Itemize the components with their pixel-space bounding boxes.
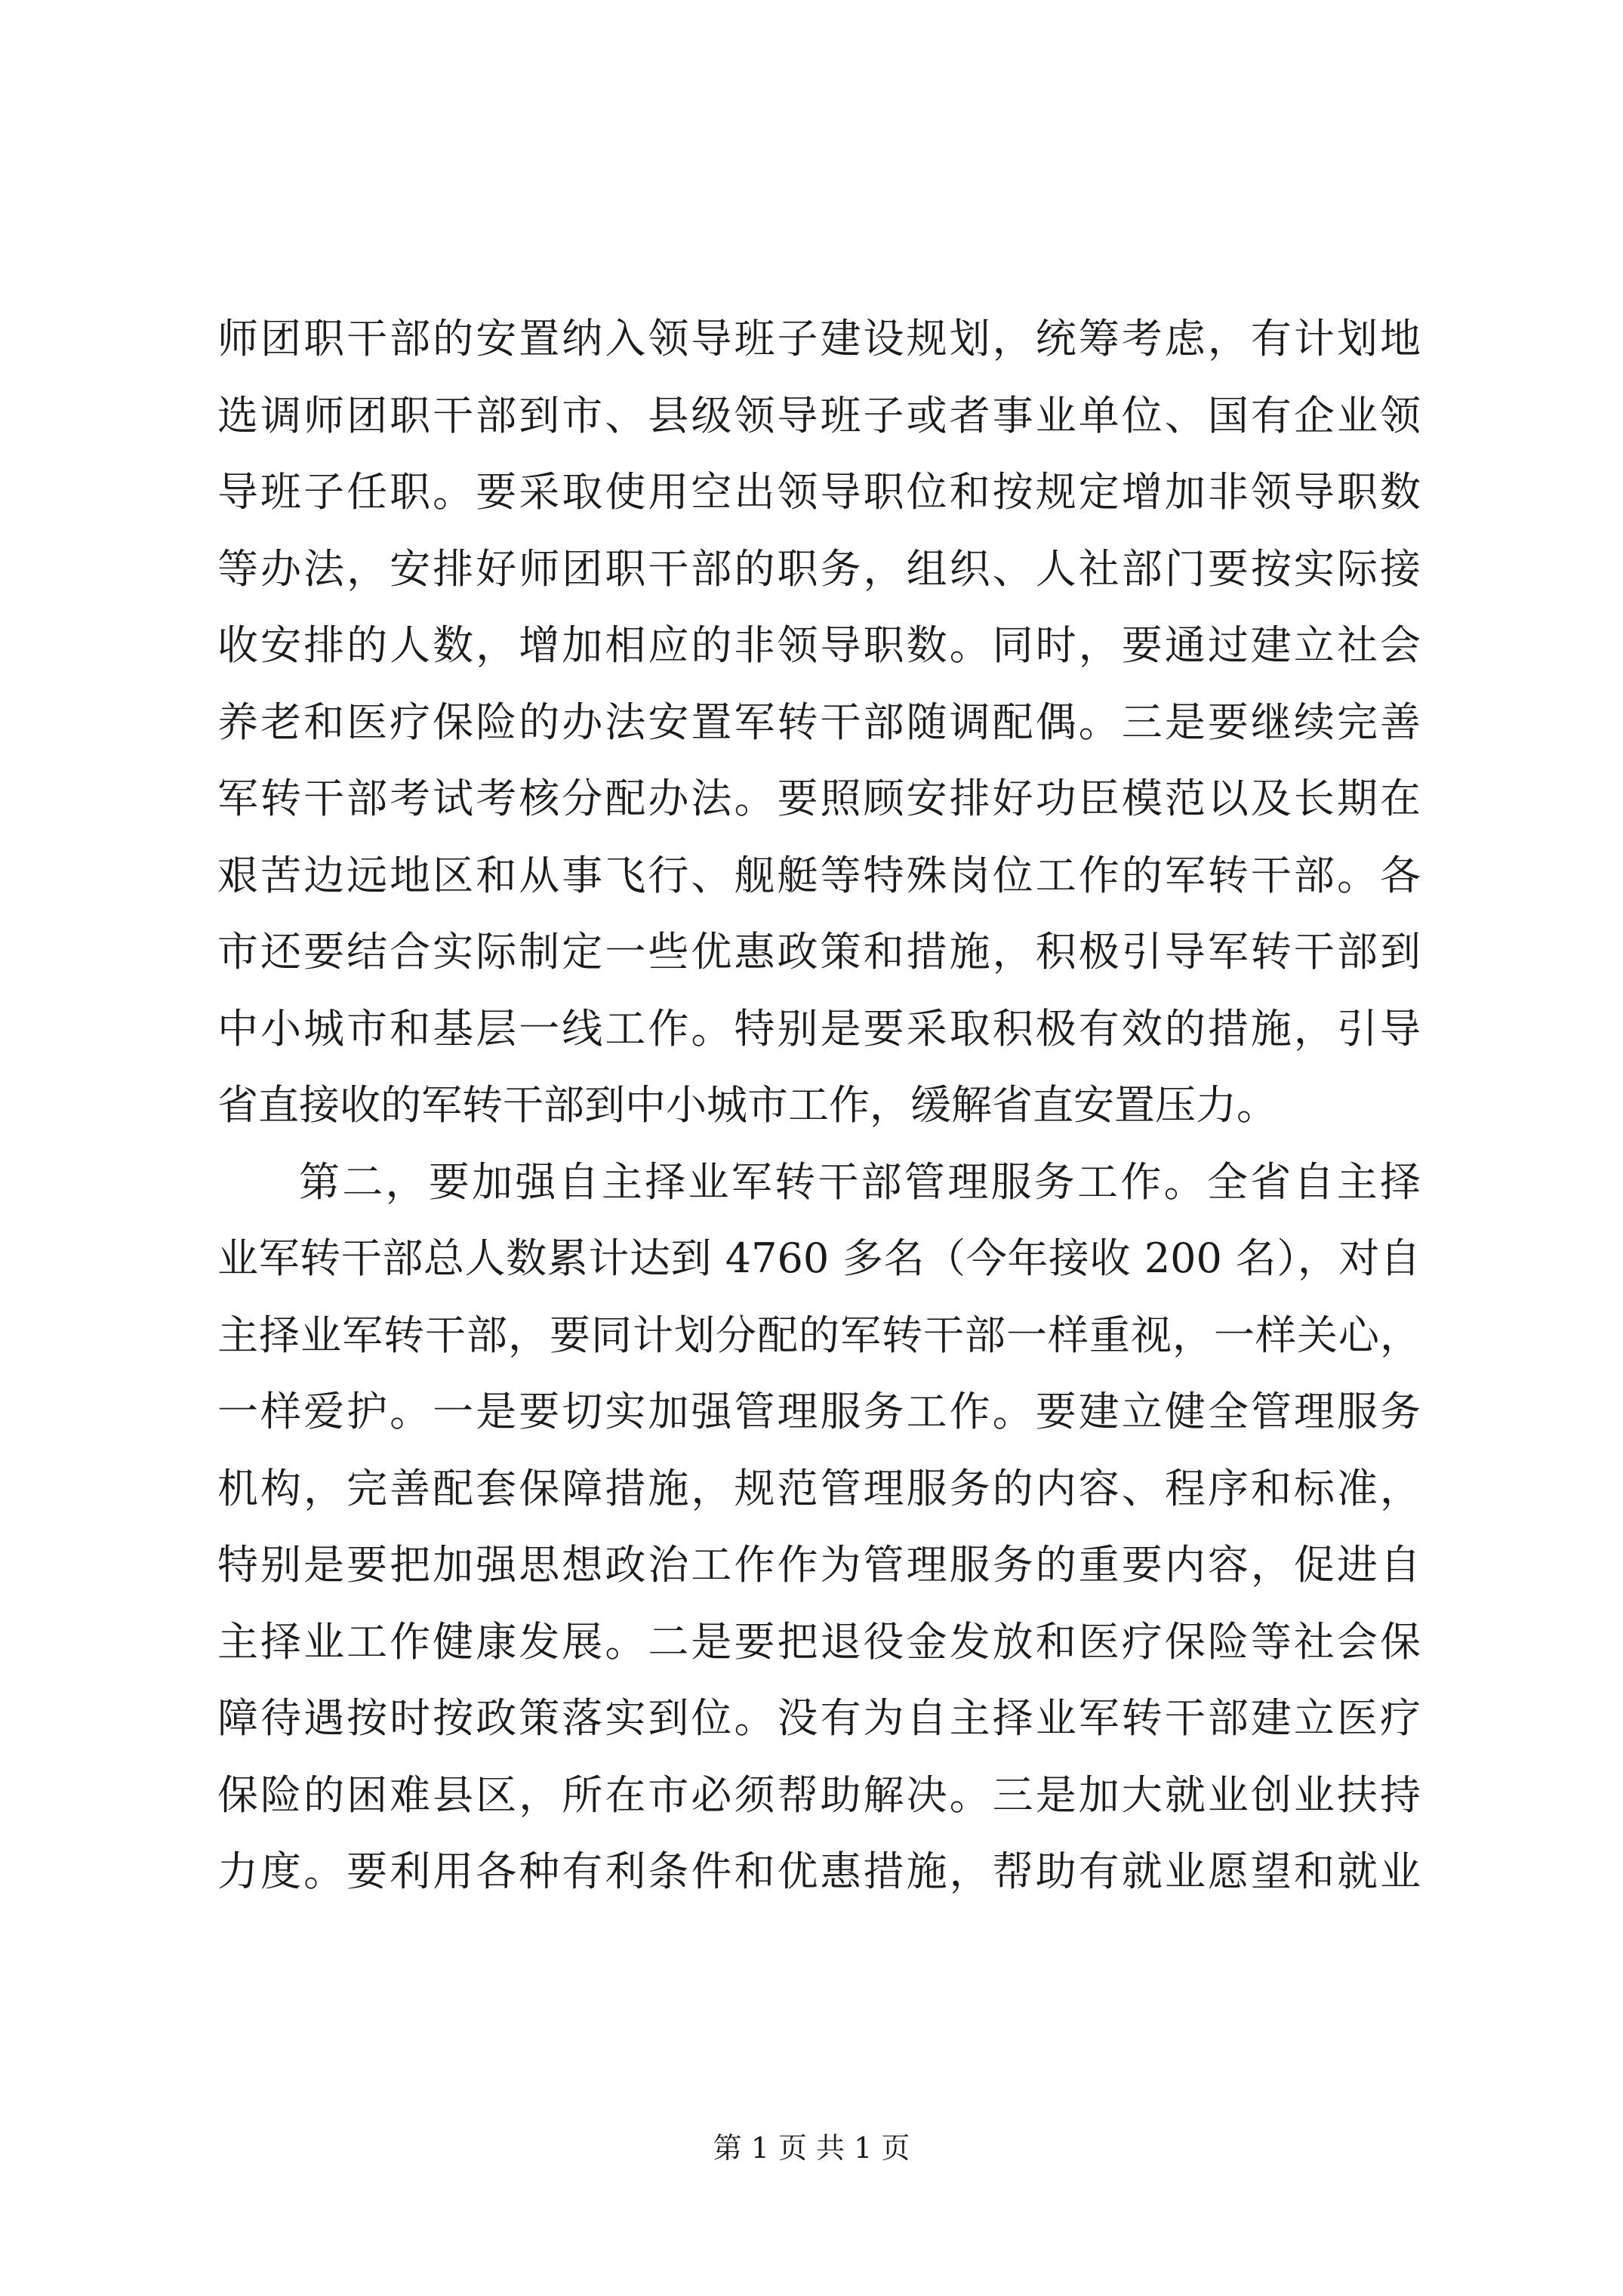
text-line: 等办法，安排好师团职干部的职务，组织、人社部门要按实际接 — [217, 544, 1421, 593]
text-line: 力度。要利用各种有利条件和优惠措施，帮助有就业愿望和就业 — [217, 1848, 1421, 1895]
text-line: 保险的困难县区，所在市必须帮助解决。三是加大就业创业扶持 — [217, 1771, 1421, 1819]
text-line: 特别是要把加强思想政治工作作为管理服务的重要内容，促进自 — [217, 1541, 1421, 1589]
page-footer — [0, 2129, 1623, 2167]
text-line: 障待遇按时按政策落实到位。没有为自主择业军转干部建立医疗 — [217, 1694, 1421, 1742]
text-line: 中小城市和基层一线工作。特别是要采取积极有效的措施，引导 — [217, 1004, 1421, 1052]
page-number-label: 第 1 页 共 1 页 — [713, 2131, 910, 2165]
body-text — [217, 300, 1421, 1910]
text-line: 收安排的人数，增加相应的非领导职数。同时，要通过建立社会 — [217, 621, 1421, 669]
text-line: 导班子任职。要采取使用空出领导职位和按规定增加非领导职数 — [217, 468, 1421, 516]
text-line: 主择业工作健康发展。二是要把退役金发放和医疗保险等社会保 — [217, 1617, 1421, 1666]
text-line: 业军转干部总人数累计达到 4760 多名（今年接收 200 名），对自 — [217, 1234, 1421, 1282]
text-line: 选调师团职干部到市、县级领导班子或者事业单位、国有企业领 — [217, 391, 1421, 439]
text-line: 一样爱护。一是要切实加强管理服务工作。要建立健全管理服务 — [217, 1388, 1421, 1435]
text-line: 艰苦边远地区和从事飞行、舰艇等特殊岗位工作的军转干部。各 — [217, 851, 1421, 899]
text-line: 主择业军转干部，要同计划分配的军转干部一样重视，一样关心， — [217, 1311, 1421, 1359]
text-line: 机构，完善配套保障措施，规范管理服务的内容、程序和标准， — [217, 1464, 1421, 1512]
text-line: 市还要结合实际制定一些优惠政策和措施，积极引导军转干部到 — [217, 928, 1421, 975]
paragraph-start-line: 第二，要加强自主择业军转干部管理服务工作。全省自主择 — [299, 1157, 1421, 1206]
text-line: 军转干部考试考核分配办法。要照顾安排好功臣模范以及长期在 — [217, 775, 1421, 822]
text-line: 师团职干部的安置纳入领导班子建设规划，统筹考虑，有计划地 — [217, 315, 1421, 362]
text-line: 省直接收的军转干部到中小城市工作，缓解省直安置压力。 — [217, 1081, 1277, 1129]
text-line: 养老和医疗保险的办法安置军转干部随调配偶。三是要继续完善 — [217, 698, 1421, 746]
